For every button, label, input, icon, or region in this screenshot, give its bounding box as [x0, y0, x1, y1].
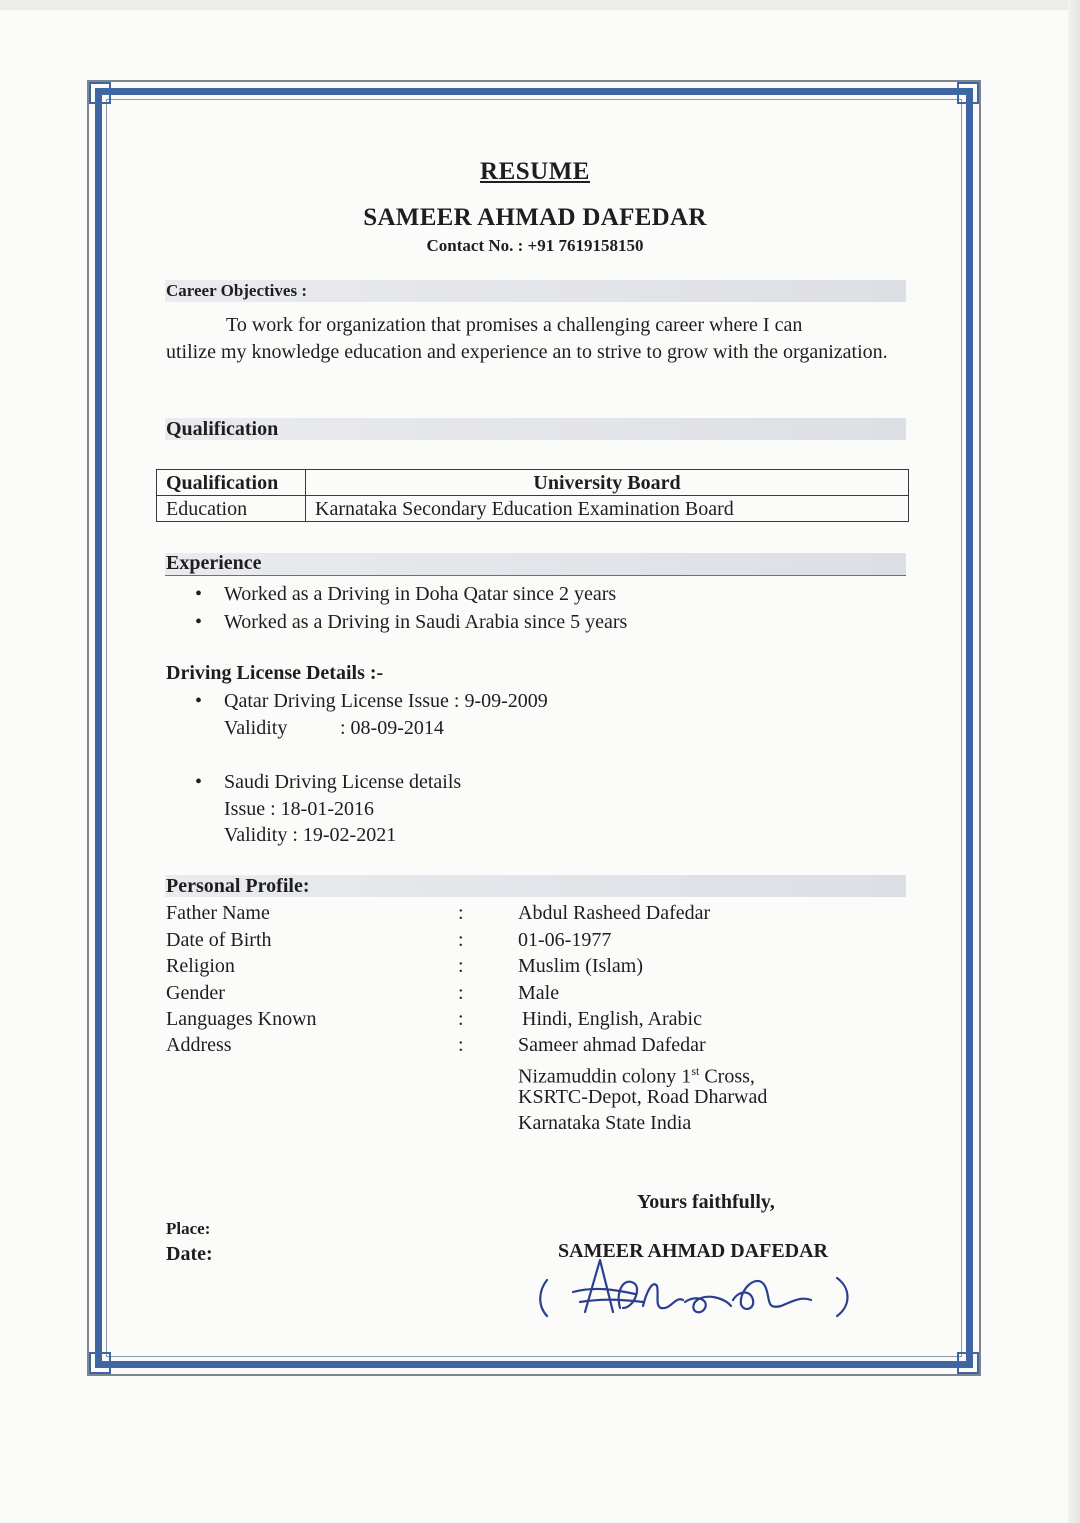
- corner-ornament-top-right: [957, 82, 979, 104]
- corner-ornament-bottom-left: [89, 1352, 111, 1374]
- column-header-university-board: University Board: [306, 470, 909, 496]
- profile-separator: :: [458, 1008, 464, 1030]
- table-row: [157, 496, 909, 522]
- place-label: Place:: [166, 1219, 211, 1238]
- address-line-4: Karnataka State India: [518, 1112, 692, 1134]
- profile-label-address: Address: [166, 1034, 232, 1056]
- bullet-icon: •: [195, 690, 203, 712]
- profile-separator: :: [458, 982, 464, 1004]
- handwritten-signature: [525, 1250, 865, 1330]
- qatar-validity-value: : 08-09-2014: [340, 717, 444, 739]
- bullet-icon: •: [195, 611, 203, 633]
- profile-separator: :: [458, 902, 464, 924]
- qualification-heading: Qualification: [166, 418, 279, 440]
- signatory-name: SAMEER AHMAD DAFEDAR: [558, 1240, 828, 1262]
- corner-ornament-bottom-right: [957, 1352, 979, 1374]
- profile-label-father-name: Father Name: [166, 902, 270, 924]
- profile-value-languages: Hindi, English, Arabic: [522, 1008, 702, 1030]
- bullet-icon: •: [195, 771, 203, 793]
- experience-heading-band: [165, 553, 906, 576]
- license-heading: Driving License Details :-: [166, 662, 384, 684]
- address-line-3: KSRTC-Depot, Road Dharwad: [518, 1086, 768, 1108]
- profile-value-dob: 01-06-1977: [518, 929, 612, 951]
- saudi-issue: Issue : 18-01-2016: [224, 798, 374, 820]
- contact-number: Contact No. : +91 7619158150: [426, 236, 644, 255]
- profile-value-religion: Muslim (Islam): [518, 955, 643, 977]
- experience-heading: Experience: [166, 552, 262, 574]
- applicant-name: SAMEER AHMAD DAFEDAR: [363, 204, 707, 231]
- document-title: RESUME: [480, 158, 590, 185]
- date-label: Date:: [166, 1243, 213, 1265]
- profile-value-address: Sameer ahmad Dafedar: [518, 1034, 706, 1056]
- qualification-table: [156, 469, 909, 522]
- career-text-line1: To work for organization that promises a challenging career where I can: [226, 314, 803, 336]
- profile-label-gender: Gender: [166, 982, 225, 1004]
- table-cell: Karnataka Secondary Education Examination Board: [306, 496, 909, 522]
- paper-top-shadow: [0, 0, 1080, 10]
- career-text-rest: utilize my knowledge education and experience an to strive to grow with the organization.: [166, 341, 888, 363]
- profile-label-languages: Languages Known: [166, 1008, 317, 1030]
- saudi-validity: Validity : 19-02-2021: [224, 824, 397, 846]
- career-objective-text: [166, 312, 903, 366]
- bullet-icon: •: [195, 583, 203, 605]
- profile-label-religion: Religion: [166, 955, 235, 977]
- corner-ornament-top-left: [89, 82, 111, 104]
- closing-salutation: Yours faithfully,: [637, 1191, 775, 1213]
- career-heading: Career Objectives :: [166, 281, 307, 300]
- table-header-row: [157, 470, 909, 496]
- address-line-2: Nizamuddin colony 1st Cross,: [518, 1064, 755, 1088]
- profile-separator: :: [458, 929, 464, 951]
- table-cell: Education: [157, 496, 306, 522]
- profile-label-dob: Date of Birth: [166, 929, 272, 951]
- profile-heading: Personal Profile:: [166, 875, 310, 897]
- paper-edge-shadow: [1068, 0, 1080, 1523]
- profile-separator: :: [458, 1034, 464, 1056]
- column-header-qualification: Qualification: [157, 470, 306, 496]
- qatar-validity-label: Validity: [224, 717, 288, 739]
- profile-value-gender: Male: [518, 982, 560, 1004]
- profile-value-father-name: Abdul Rasheed Dafedar: [518, 902, 711, 924]
- profile-separator: :: [458, 955, 464, 977]
